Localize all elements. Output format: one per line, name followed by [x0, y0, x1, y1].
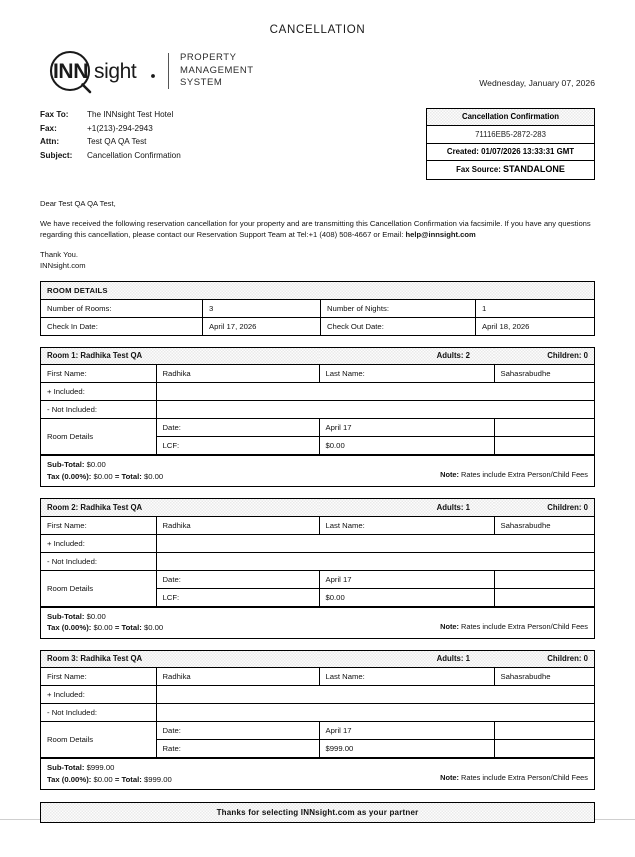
fax-to-value: The INNsight Test Hotel	[87, 110, 174, 119]
room-3-header-row	[41, 651, 594, 668]
letter-paragraph-text: We have received the following reservation cancellation for your property and are transmitting this Cancellation Confirmation via facsimile. If you have any questions regarding this cancellation, please contact our Reservation Support Team at Tel:+1 (408) 508-4667 or Email:	[40, 218, 591, 239]
room-3-rate-value: $999.00	[319, 740, 494, 758]
room-2-extra-cell-2	[494, 588, 594, 606]
number-of-rooms-label: Number of Rooms:	[41, 299, 203, 317]
room-3-total-label: = Total:	[114, 774, 142, 784]
table-row	[41, 668, 594, 686]
document-date: Wednesday, January 07, 2026	[479, 78, 595, 88]
room-3-subtotal-value: $999.00	[86, 763, 115, 772]
room-1-extra-cell-2	[494, 437, 594, 455]
table-row	[41, 419, 594, 437]
room-3-first-name-label: First Name:	[41, 668, 156, 686]
number-of-nights-value: 1	[476, 299, 595, 317]
logo-divider	[168, 53, 169, 89]
room-3-total-value: $999.00	[143, 774, 172, 784]
room-3-date-value: April 17	[319, 722, 494, 740]
footer-banner: Thanks for selecting INNsight.com as your partner	[40, 802, 595, 823]
fax-value: +1(213)-294-2943	[87, 123, 153, 133]
room-3-subtotal-label: Sub-Total:	[47, 763, 85, 772]
room-2-subtotal-label: Sub-Total:	[47, 611, 85, 621]
room-1-tax-label-open: Tax (	[47, 471, 65, 481]
table-row	[41, 570, 594, 588]
room-1-total-label: = Total:	[114, 471, 142, 481]
room-1-included-value	[156, 383, 594, 401]
room-details-header-row	[41, 281, 595, 299]
room-3-extra-cell-1	[494, 722, 594, 740]
room-1-note-label: Note:	[440, 470, 459, 479]
room-1-subtotal-label: Sub-Total:	[47, 460, 85, 469]
room-1-extra-cell-1	[494, 419, 594, 437]
room-block-1	[40, 347, 595, 488]
innsight-logo-icon	[40, 50, 162, 94]
room-1-rate-value: $0.00	[319, 437, 494, 455]
letter-salutation: Dear Test QA QA Test,	[40, 198, 116, 208]
table-row	[41, 299, 595, 317]
bottom-spacer	[40, 823, 595, 831]
room-2-first-name-value: Radhika	[156, 516, 319, 534]
room-2-last-name-label: Last Name:	[319, 516, 494, 534]
fax-meta-item-fax	[40, 122, 181, 136]
room-1-rate-label: LCF:	[156, 437, 319, 455]
room-1-total-value: $0.00	[143, 471, 164, 481]
room-2-note-label: Note:	[440, 621, 459, 631]
room-1-totals-left	[47, 459, 163, 482]
room-3-date-label: Date:	[156, 722, 319, 740]
table-row	[41, 534, 594, 552]
fax-label: Fax:	[40, 123, 57, 133]
room-1-note	[440, 459, 588, 479]
check-out-date-value: April 18, 2026	[476, 317, 595, 335]
room-2-room-details-label: Room Details	[41, 570, 156, 606]
page-title: CANCELLATION	[269, 24, 366, 36]
room-2-last-name-value: Sahasrabudhe	[494, 516, 594, 534]
logo-tagline-line-3: SYSTEM	[180, 77, 223, 89]
room-1-room-details-label: Room Details	[41, 419, 156, 455]
room-1-totals	[41, 455, 594, 486]
svg-text:sight: sight	[94, 60, 137, 83]
attn-label: Attn:	[40, 137, 60, 147]
room-3-tax-amount: $0.00	[93, 774, 113, 784]
room-3-room-details-label: Room Details	[41, 722, 156, 758]
room-3-note	[440, 762, 588, 782]
room-1-header-row	[41, 348, 594, 365]
room-2-header-row	[41, 499, 594, 516]
brand-logo	[40, 50, 254, 94]
fax-meta-item-attn	[40, 135, 181, 149]
room-3-rate-label: Rate:	[156, 740, 319, 758]
room-2-included-label: + Included:	[41, 534, 156, 552]
room-1-heading: Room 1: Radhika Test QA	[41, 348, 319, 365]
room-2-table	[41, 499, 594, 607]
check-in-date-value: April 17, 2026	[203, 317, 321, 335]
created-label: Created:	[446, 146, 479, 156]
room-2-adults: Adults: 1	[319, 499, 494, 516]
room-1-date-value: April 17	[319, 419, 494, 437]
room-3-included-label: + Included:	[41, 686, 156, 704]
room-2-first-name-label: First Name:	[41, 516, 156, 534]
room-2-included-value	[156, 534, 594, 552]
check-in-date-label: Check In Date:	[41, 317, 203, 335]
room-3-heading: Room 3: Radhika Test QA	[41, 651, 319, 668]
table-row	[41, 552, 594, 570]
room-block-2	[40, 498, 595, 639]
room-2-rate-value: $0.00	[319, 588, 494, 606]
room-block-3	[40, 650, 595, 791]
letter-closing	[40, 249, 595, 271]
room-3-table	[41, 651, 594, 759]
table-row	[41, 686, 594, 704]
room-2-tax-label-close: ):	[86, 623, 92, 632]
subject-label: Subject:	[40, 150, 73, 160]
room-3-subtotal-line	[47, 762, 172, 774]
confirmation-box	[426, 108, 595, 180]
room-2-heading: Room 2: Radhika Test QA	[41, 499, 319, 516]
svg-text:INN: INN	[53, 60, 88, 83]
room-3-not-included-label: - Not Included:	[41, 704, 156, 722]
letter-paragraph	[40, 218, 595, 240]
attn-value: Test QA QA Test	[87, 137, 147, 147]
fax-meta-item-faxto	[40, 108, 181, 122]
fax-source-label: Fax Source:	[456, 165, 501, 175]
confirmation-created	[427, 144, 594, 161]
room-3-note-text: Rates include Extra Person/Child Fees	[459, 773, 588, 782]
room-1-tax-label-close: ):	[86, 471, 92, 481]
confirmation-title: Cancellation Confirmation	[427, 109, 594, 126]
room-1-subtotal-value: $0.00	[86, 460, 106, 469]
subject-value: Cancellation Confirmation	[87, 150, 181, 160]
room-3-extra-cell-2	[494, 740, 594, 758]
room-1-subtotal-line	[47, 459, 163, 471]
table-row	[41, 365, 594, 383]
room-2-not-included-label: - Not Included:	[41, 552, 156, 570]
logo-tagline	[180, 50, 254, 90]
room-1-tax-percent: 0.00%	[64, 471, 87, 481]
table-row	[41, 704, 594, 722]
room-2-totals-left	[47, 611, 163, 634]
letter-closing-line-1: Thank You.	[40, 249, 79, 259]
room-3-tax-label-close: ):	[86, 774, 92, 784]
room-2-subtotal-line	[47, 611, 163, 623]
room-2-total-label: = Total:	[114, 623, 142, 632]
fax-source-value: STANDALONE	[502, 164, 565, 175]
room-1-first-name-value: Radhika	[156, 365, 319, 383]
room-3-adults: Adults: 1	[319, 651, 494, 668]
room-details-table	[40, 281, 595, 336]
room-1-adults: Adults: 2	[319, 348, 494, 365]
check-out-date-label: Check Out Date:	[321, 317, 476, 335]
room-1-tax-amount: $0.00	[93, 471, 113, 481]
room-1-tax-line	[47, 471, 163, 483]
room-2-extra-cell-1	[494, 570, 594, 588]
room-3-included-value	[156, 686, 594, 704]
logo-tagline-line-2: MANAGEMENT	[180, 64, 254, 76]
room-2-totals	[41, 607, 594, 638]
logo-tagline-line-1: PROPERTY	[180, 52, 237, 63]
room-1-included-label: + Included:	[41, 383, 156, 401]
room-2-tax-percent: 0.00%	[64, 623, 87, 632]
room-2-children: Children: 0	[494, 499, 594, 516]
table-row	[41, 516, 594, 534]
room-3-totals	[41, 758, 594, 789]
room-3-last-name-label: Last Name:	[319, 668, 494, 686]
room-1-not-included-value	[156, 401, 594, 419]
room-2-subtotal-value: $0.00	[86, 611, 106, 621]
table-row	[41, 383, 594, 401]
table-row	[41, 722, 594, 740]
room-2-not-included-value	[156, 552, 594, 570]
room-1-last-name-label: Last Name:	[319, 365, 494, 383]
room-1-table	[41, 348, 594, 456]
room-3-tax-line	[47, 774, 172, 786]
fax-source	[427, 161, 594, 178]
room-2-note	[440, 611, 588, 631]
room-1-note-text: Rates include Extra Person/Child Fees	[459, 470, 588, 479]
letter-body	[40, 198, 595, 271]
confirmation-code: 71116EB5-2872-283	[427, 126, 594, 143]
room-2-tax-line	[47, 622, 163, 634]
number-of-nights-label: Number of Nights:	[321, 299, 476, 317]
room-3-children: Children: 0	[494, 651, 594, 668]
room-1-date-label: Date:	[156, 419, 319, 437]
created-value: 01/07/2026 13:33:31 GMT	[481, 146, 575, 156]
letter-closing-line-2: INNsight.com	[40, 260, 86, 270]
room-3-last-name-value: Sahasrabudhe	[494, 668, 594, 686]
number-of-rooms-value: 3	[203, 299, 321, 317]
room-2-rate-label: LCF:	[156, 588, 319, 606]
fax-meta-item-subject	[40, 149, 181, 163]
table-row	[41, 317, 595, 335]
room-3-totals-left	[47, 762, 172, 785]
room-2-total-value: $0.00	[143, 623, 164, 632]
room-3-note-label: Note:	[440, 773, 459, 782]
fax-meta-list	[40, 108, 181, 162]
room-3-tax-percent: 0.00%	[64, 774, 87, 784]
document-header	[40, 50, 595, 94]
room-2-note-text: Rates include Extra Person/Child Fees	[459, 621, 588, 631]
room-2-tax-amount: $0.00	[93, 623, 113, 632]
room-3-first-name-value: Radhika	[156, 668, 319, 686]
table-row	[41, 401, 594, 419]
room-details-title: ROOM DETAILS	[41, 281, 595, 299]
room-1-children: Children: 0	[494, 348, 594, 365]
room-2-date-label: Date:	[156, 570, 319, 588]
support-email: help@innsight.com	[405, 229, 476, 239]
room-1-not-included-label: - Not Included:	[41, 401, 156, 419]
room-2-date-value: April 17	[319, 570, 494, 588]
fax-meta-row	[40, 108, 595, 180]
room-1-first-name-label: First Name:	[41, 365, 156, 383]
room-3-tax-label-open: Tax (	[47, 774, 65, 784]
room-3-not-included-value	[156, 704, 594, 722]
fax-to-label: Fax To:	[40, 110, 69, 119]
room-1-last-name-value: Sahasrabudhe	[494, 365, 594, 383]
room-2-tax-label-open: Tax (	[47, 623, 65, 632]
